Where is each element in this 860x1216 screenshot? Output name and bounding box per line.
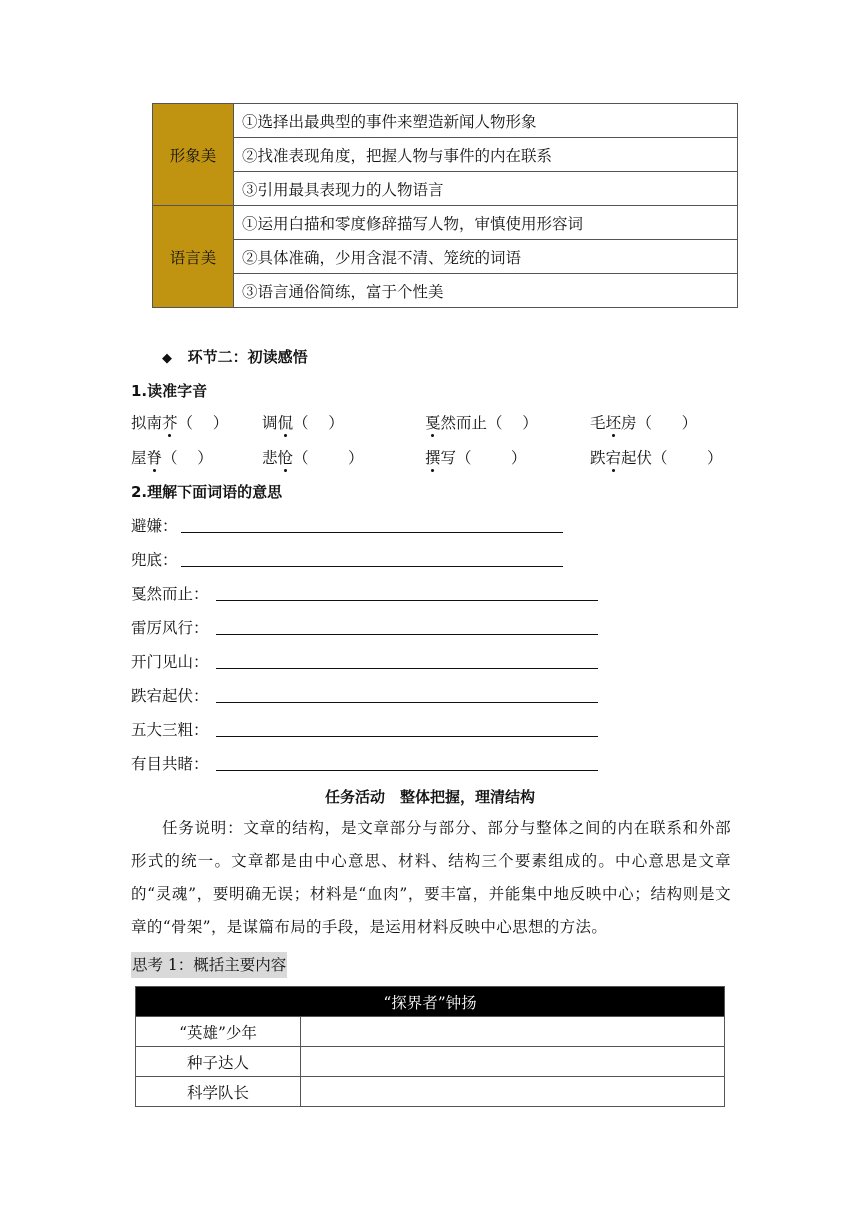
pinyin-item: 调侃（ ） — [262, 414, 344, 432]
table-title: “探界者”钟扬 — [136, 987, 725, 1017]
vocab-label: 戛然而止： — [131, 585, 209, 603]
beauty-item: ③语言通俗简练，富于个性美 — [234, 274, 738, 308]
question-2-title: 2.理解下面词语的意思 — [131, 483, 283, 501]
vocab-label: 雷厉风行： — [131, 619, 209, 637]
answer-line[interactable] — [216, 668, 598, 669]
beauty-category-language: 语言美 — [153, 206, 234, 308]
answer-cell[interactable] — [301, 1017, 725, 1047]
pinyin-item: 撰写（ ） — [425, 449, 527, 467]
task-title: 任务活动 整体把握，理清结构 — [324, 788, 535, 806]
beauty-table — [152, 103, 738, 308]
vocab-label: 开门见山： — [131, 653, 209, 671]
row-label: “英雄”少年 — [136, 1017, 301, 1047]
pinyin-item: 悲怆（ ） — [262, 449, 364, 467]
beauty-item: ①选择出最典型的事件来塑造新闻人物形象 — [234, 104, 738, 138]
question-1-title: 1.读准字音 — [131, 382, 208, 400]
beauty-item: ②找准表现角度，把握人物与事件的内在联系 — [234, 138, 738, 172]
beauty-item: ①运用白描和零度修辞描写人物，审慎使用形容词 — [234, 206, 738, 240]
think-1-label: 思考 1：概括主要内容 — [131, 952, 287, 978]
pinyin-item: 拟南芥（ ） — [131, 414, 229, 432]
vocab-label: 有目共睹： — [131, 755, 209, 773]
section-title: 环节二：初读感悟 — [187, 348, 308, 366]
vocab-label: 跌宕起伏： — [131, 687, 209, 705]
answer-line[interactable] — [216, 770, 598, 771]
answer-line[interactable] — [216, 600, 598, 601]
row-label: 种子达人 — [136, 1047, 301, 1077]
answer-line[interactable] — [216, 634, 598, 635]
beauty-category-image: 形象美 — [153, 104, 234, 206]
explorer-table — [135, 986, 725, 1107]
answer-line[interactable] — [181, 566, 563, 567]
pinyin-item: 戛然而止（ ） — [425, 414, 538, 432]
pinyin-item: 屋脊（ ） — [131, 449, 213, 467]
answer-line[interactable] — [181, 532, 563, 533]
beauty-item: ②具体准确，少用含混不清、笼统的词语 — [234, 240, 738, 274]
row-label: 科学队长 — [136, 1077, 301, 1107]
answer-line[interactable] — [216, 736, 598, 737]
vocab-label: 兜底： — [131, 551, 178, 569]
pinyin-item: 毛坯房（ ） — [590, 414, 698, 432]
answer-cell[interactable] — [301, 1047, 725, 1077]
answer-line[interactable] — [216, 702, 598, 703]
task-description: 任务说明：文章的结构，是文章部分与部分、部分与整体之间的内在联系和外部形式的统一。文章都是由中心意思、材料、结构三个要素组成的。中心意思是文章的“灵魂”，要明确无误；材料是“血肉”，要丰富，并能集中地反映中心；结构则是文章的“骨架”，是谋篇布局的手段，是运用材料反映中心思想的方法。 — [131, 819, 731, 936]
pinyin-item: 跌宕起伏（ ） — [590, 449, 723, 467]
vocab-label: 五大三粗： — [131, 721, 209, 739]
beauty-item: ③引用最具表现力的人物语言 — [234, 172, 738, 206]
vocab-label: 避嫌： — [131, 517, 178, 535]
answer-cell[interactable] — [301, 1077, 725, 1107]
diamond-bullet-icon: ◆ — [162, 351, 172, 366]
section-heading — [162, 345, 308, 369]
